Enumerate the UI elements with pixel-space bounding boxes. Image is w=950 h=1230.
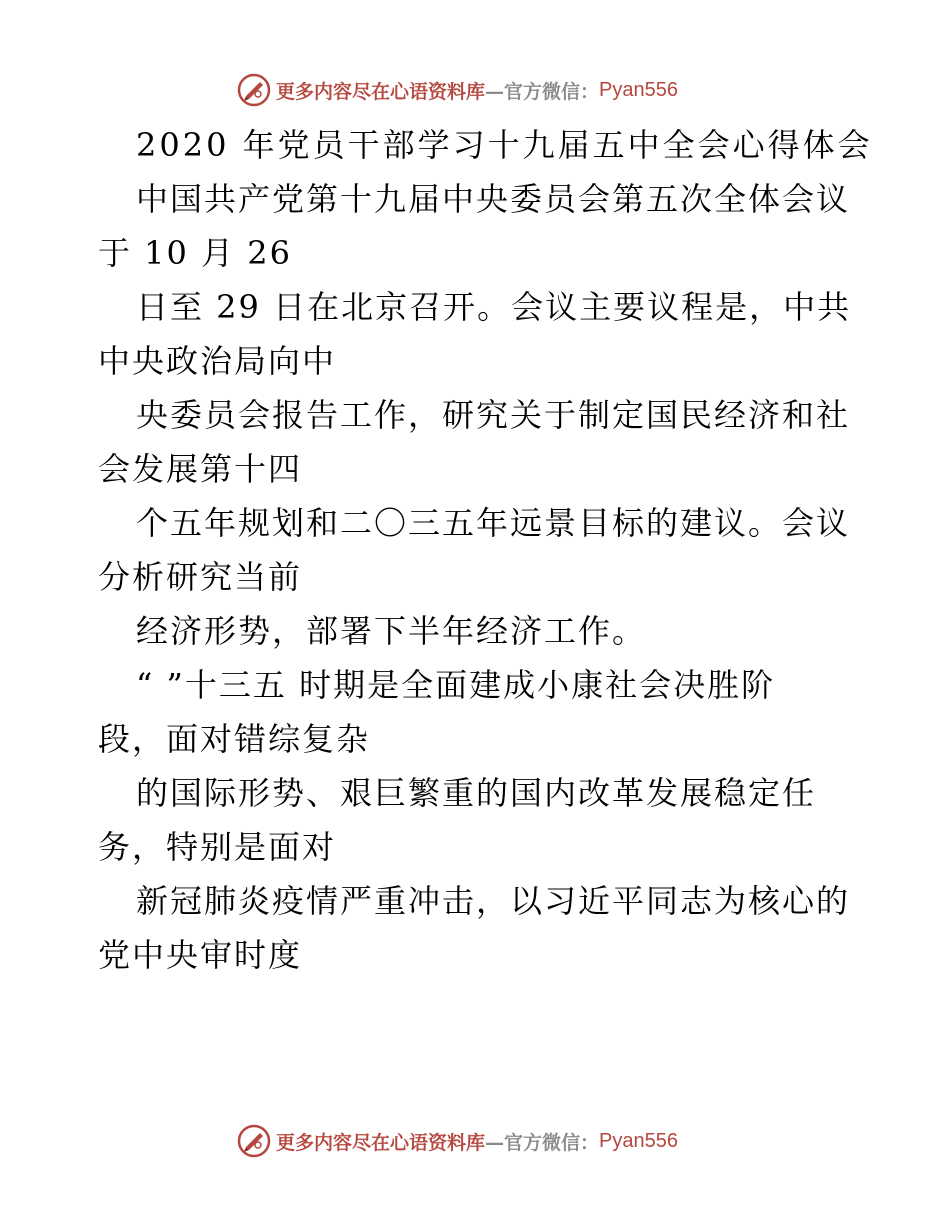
watermark-gray-text: —官方微信： bbox=[485, 1131, 600, 1154]
document-title: 2020 年党员干部学习十九届五中全会心得体会 bbox=[136, 126, 873, 164]
paragraph-line: 务，特别是面对 bbox=[98, 828, 337, 866]
paragraph-line: 中国共产党第十九届中央委员会第五次全体会议 bbox=[136, 180, 851, 218]
paragraph-line: “ ”十三五 时期是全面建成小康社会决胜阶 bbox=[136, 666, 776, 704]
watermark-gray-text: —官方微信： bbox=[485, 80, 600, 103]
paragraph-line: 央委员会报告工作，研究关于制定国民经济和社 bbox=[136, 396, 851, 434]
pen-logo-icon bbox=[236, 1123, 272, 1159]
paragraph-line: 分析研究当前 bbox=[98, 558, 303, 596]
header-watermark bbox=[236, 70, 678, 110]
paragraph-line: 段，面对错综复杂 bbox=[98, 720, 371, 758]
watermark-red-text: 更多内容尽在心语资料库 bbox=[276, 1131, 486, 1154]
paragraph-line: 个五年规划和二〇三五年远景目标的建议。会议 bbox=[136, 504, 851, 542]
pen-logo-icon bbox=[236, 72, 272, 108]
document-body bbox=[98, 118, 873, 982]
footer-watermark bbox=[236, 1121, 678, 1161]
paragraph-line: 新冠肺炎疫情严重冲击，以习近平同志为核心的 bbox=[136, 882, 851, 920]
watermark-id-text: Pyan556 bbox=[599, 1129, 678, 1152]
watermark-red-text: 更多内容尽在心语资料库 bbox=[276, 80, 486, 103]
paragraph-line: 日至 29 日在北京召开。会议主要议程是，中共 bbox=[136, 288, 852, 326]
paragraph-line: 的国际形势、艰巨繁重的国内改革发展稳定任 bbox=[136, 774, 817, 812]
paragraph-line: 于 10 月 26 bbox=[98, 234, 292, 272]
paragraph-line: 经济形势，部署下半年经济工作。 bbox=[136, 612, 647, 650]
watermark-id-text: Pyan556 bbox=[599, 78, 678, 101]
paragraph-line: 会发展第十四 bbox=[98, 450, 303, 488]
paragraph-line: 中央政治局向中 bbox=[98, 342, 337, 380]
document-lines bbox=[98, 172, 858, 982]
paragraph-line: 党中央审时度 bbox=[98, 936, 303, 974]
